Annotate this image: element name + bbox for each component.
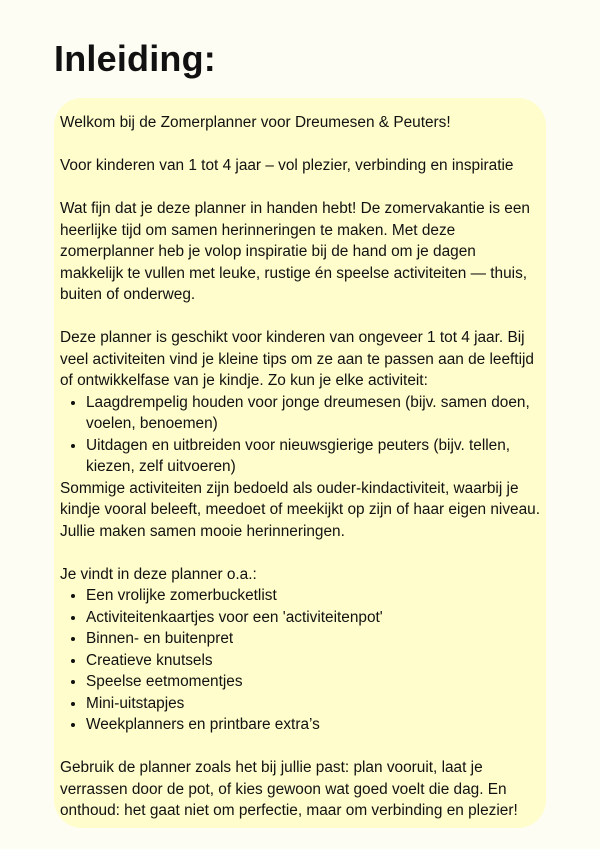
contents-intro: Je vindt in deze planner o.a.: [60,565,257,583]
age-paragraph: Deze planner is geschikt voor kinderen van ongeveer 1 tot 4 jaar. Bij veel activiteiten vind je kleine tips om ze aan te passen aan de leeftijd of ontwikkelfase van je kindje. Zo kun je elke activiteit: [60,329,534,389]
list-item: • Een vrolijke zomerbucketlist [86,585,540,607]
list-item: • Mini-uitstapjes [86,693,540,715]
list-item: • Speelse eetmomentjes [86,671,540,693]
contents-list [60,585,540,736]
list-item: • Creatieve knutsels [86,650,540,672]
intro-paragraph: Wat fijn dat je deze planner in handen hebt! De zomervakantie is een heerlijke tijd om samen herinneringen te maken. Met deze zomerplanner heb je volop inspiratie bij de hand om je dagen makkelijk te vullen met leuke, rustige én speelse activiteiten — thuis, buiten of onderweg. [60,200,530,303]
closing-paragraph: Gebruik de planner zoals het bij jullie past: plan vooruit, laat je verrassen door de pot, of kies gewoon wat goed voelt die dag. En onthoud: het gaat niet om perfectie, maar om verbinding en plezier! [60,759,518,819]
list-item: • Laagdrempelig houden voor jonge dreumesen (bijv. samen doen, voelen, benoemen) [86,392,540,435]
subtitle-text: Voor kinderen van 1 tot 4 jaar – vol plezier, verbinding en inspiratie [60,157,514,174]
list-item: • Activiteitenkaartjes voor een 'activiteitenpot' [86,607,540,629]
intro-card [54,98,546,828]
welcome-text: Welkom bij de Zomerplanner voor Dreumesen & Peuters! [60,114,451,131]
adapt-list [60,392,540,478]
page-title: Inleiding: [54,38,216,79]
spacer [60,542,540,564]
spacer [60,134,540,156]
list-item: • Weekplanners en printbare extra’s [86,714,540,736]
spacer [60,736,540,758]
list-item: • Uitdagen en uitbreiden voor nieuwsgierige peuters (bijv. tellen, kiezen, zelf uitvoeren) [86,435,540,478]
spacer [60,177,540,199]
spacer [60,306,540,328]
parent-child-paragraph: Sommige activiteiten zijn bedoeld als ouder-kindactiviteit, waarbij je kindje vooral beleeft, meedoet of meekijkt op zijn of haar eigen niveau. Jullie maken samen mooie herinneringen. [60,479,540,540]
list-item: • Binnen- en buitenpret [86,628,540,650]
